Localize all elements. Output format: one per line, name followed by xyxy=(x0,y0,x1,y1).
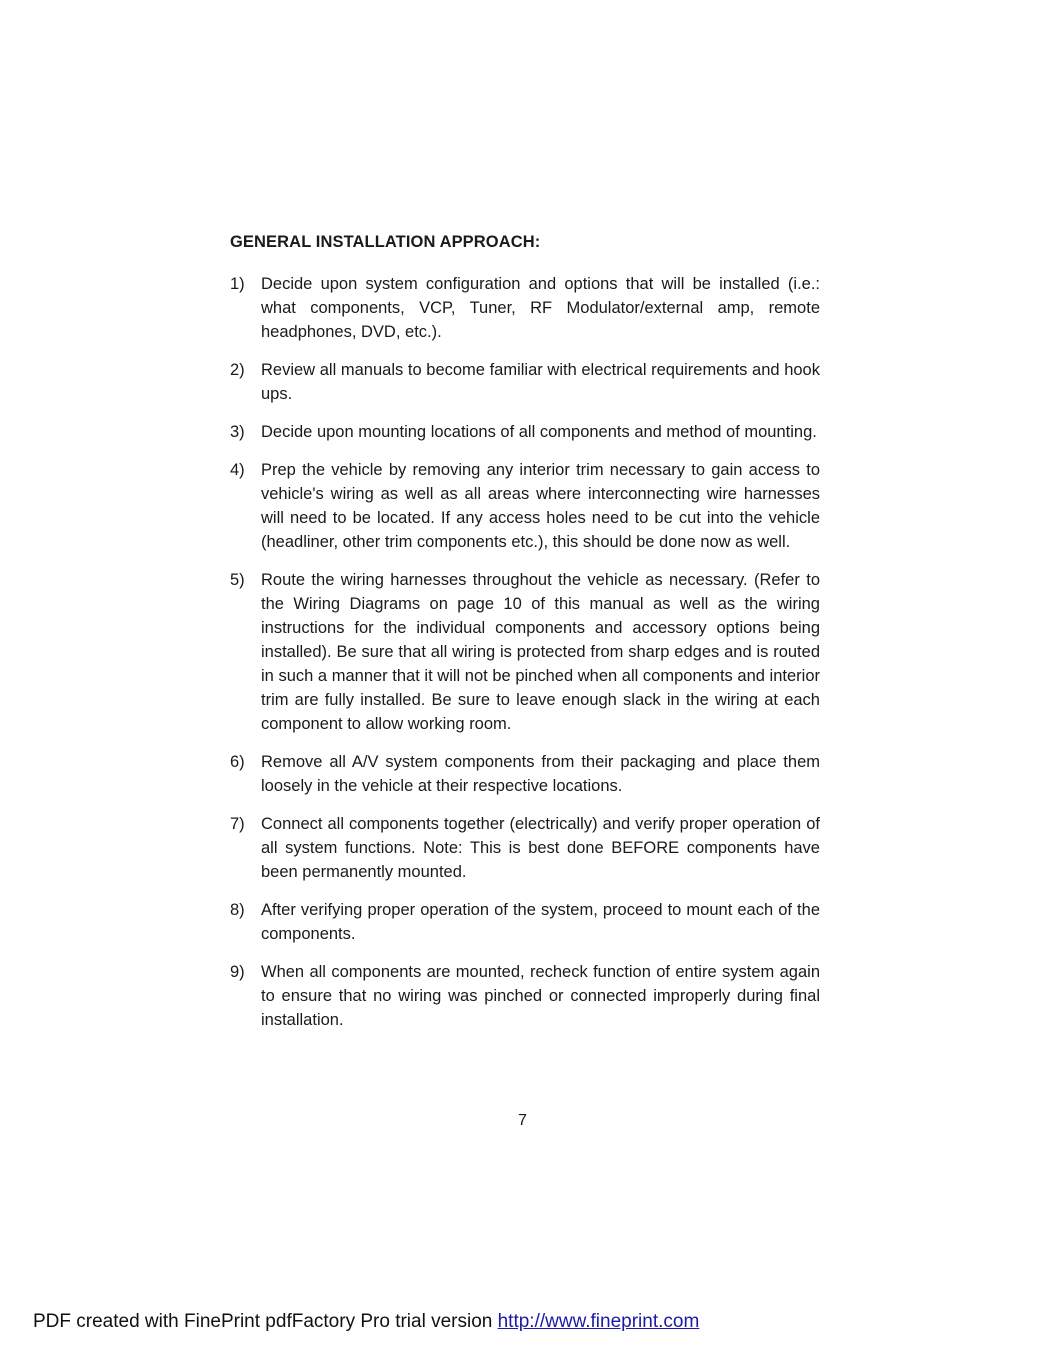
step-text: Decide upon mounting locations of all components and method of mounting. xyxy=(261,423,817,441)
list-item xyxy=(230,750,820,798)
step-number: 3) xyxy=(230,423,245,441)
list-item xyxy=(230,358,820,406)
section-heading: GENERAL INSTALLATION APPROACH: xyxy=(230,233,541,251)
list-item xyxy=(230,272,820,344)
step-text: Decide upon system configuration and options that will be installed (i.e.: what components, VCP, Tuner, RF Modulator/external amp, remote headphones, DVD, etc.). xyxy=(261,275,820,341)
page-number: 7 xyxy=(518,1112,527,1129)
list-item xyxy=(230,458,820,554)
pdf-footer xyxy=(33,1311,699,1333)
step-text: Prep the vehicle by removing any interior trim necessary to gain access to vehicle's wiring as well as all areas where interconnecting wire harnesses will need to be located. If any access holes need to be cut into the vehicle (headliner, other trim components etc.), this should be done now as well. xyxy=(261,461,820,551)
step-number: 4) xyxy=(230,461,245,479)
installation-steps-list xyxy=(230,272,820,1046)
step-number: 2) xyxy=(230,361,245,379)
list-item xyxy=(230,568,820,736)
step-number: 8) xyxy=(230,901,245,919)
step-text: When all components are mounted, recheck function of entire system again to ensure that no wiring was pinched or connected improperly during final installation. xyxy=(261,963,820,1029)
step-text: Remove all A/V system components from their packaging and place them loosely in the vehicle at their respective locations. xyxy=(261,753,820,795)
fineprint-link[interactable]: http://www.fineprint.com xyxy=(497,1311,700,1332)
step-text: Review all manuals to become familiar with electrical requirements and hook ups. xyxy=(261,361,820,403)
list-item xyxy=(230,960,820,1032)
step-number: 7) xyxy=(230,815,245,833)
step-text: Route the wiring harnesses throughout the vehicle as necessary. (Refer to the Wiring Diagrams on page 10 of this manual as well as the wiring instructions for the individual components and accessory options being installed). Be sure that all wiring is protected from sharp edges and is routed in such a manner that it will not be pinched when all components and interior trim are fully installed. Be sure to leave enough slack in the wiring at each component to allow working room. xyxy=(261,571,820,733)
step-number: 1) xyxy=(230,275,245,293)
list-item xyxy=(230,812,820,884)
list-item xyxy=(230,420,820,444)
step-number: 5) xyxy=(230,571,245,589)
step-text: After verifying proper operation of the system, proceed to mount each of the components. xyxy=(261,901,820,943)
step-number: 9) xyxy=(230,963,245,981)
list-item xyxy=(230,898,820,946)
step-text: Connect all components together (electrically) and verify proper operation of all system functions. Note: This is best done BEFORE components have been permanently mounted. xyxy=(261,815,820,881)
step-number: 6) xyxy=(230,753,245,771)
footer-text: PDF created with FinePrint pdfFactory Pro trial version xyxy=(33,1311,498,1332)
